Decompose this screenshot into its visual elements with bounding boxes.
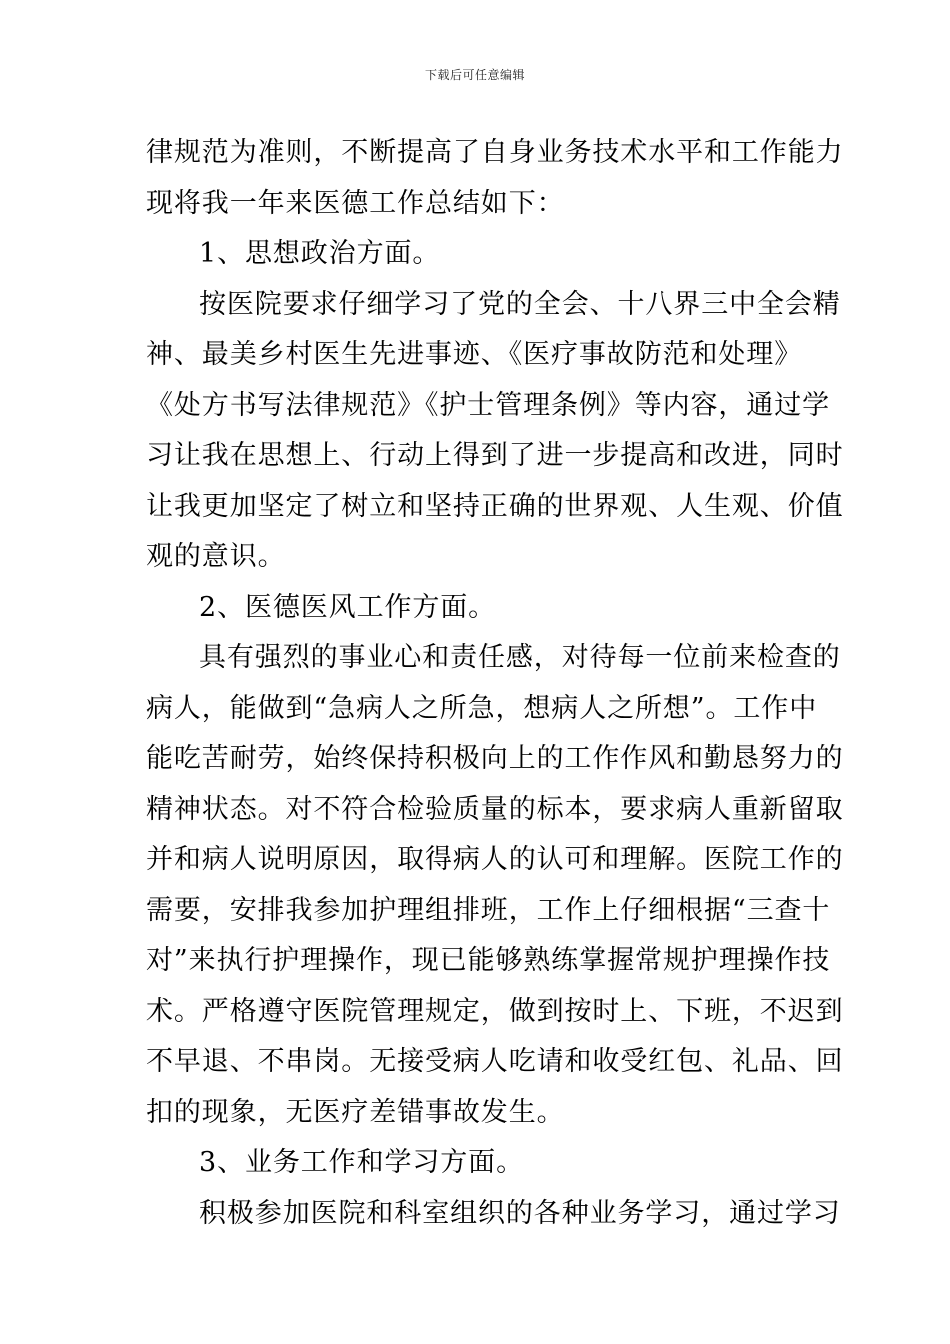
text-line: 并和病人说明原因，取得病人的认可和理解。医院工作的 <box>146 844 844 875</box>
text-line: 1、思想政治方面。 <box>199 238 441 269</box>
text-line: 具有强烈的事业心和责任感，对待每一位前来检查的 <box>199 642 841 673</box>
page-header: 下载后可任意编辑 <box>424 68 525 82</box>
text-line: 精神状态。对不符合检验质量的标本，要求病人重新留取 <box>146 793 844 825</box>
text-line: 能吃苦耐劳，始终保持积极向上的工作作风和勤恳努力的 <box>146 743 844 774</box>
text-line: 《处方书写法律规范》《护士管理条例》等内容，通过学 <box>146 389 830 421</box>
text-line: 现将我一年来医德工作总结如下： <box>146 187 565 219</box>
text-line: 3、业务工作和学习方面。 <box>199 1147 524 1178</box>
text-line: 对”来执行护理操作，现已能够熟练掌握常规护理操作技 <box>146 945 831 976</box>
text-line: 按医院要求仔细学习了党的全会、十八界三中全会精 <box>199 288 841 320</box>
text-line: 观的意识。 <box>146 541 286 572</box>
document-body <box>146 128 844 1239</box>
text-line: 律规范为准则，不断提高了自身业务技术水平和工作能力 <box>146 137 844 168</box>
text-line: 术。严格遵守医院管理规定，做到按时上、下班，不迟到 <box>146 995 844 1027</box>
text-line: 习让我在思想上、行动上得到了进一步提高和改进，同时 <box>146 440 844 471</box>
text-line: 扣的现象，无医疗差错事故发生。 <box>146 1096 565 1128</box>
text-line: 积极参加医院和科室组织的各种业务学习，通过学习 <box>199 1197 841 1229</box>
text-line: 不早退、不串岗。无接受病人吃请和收受红包、礼品、回 <box>146 1046 844 1077</box>
text-line: 需要，安排我参加护理组排班，工作上仔细根据“三查十 <box>146 894 831 926</box>
text-line: 神、最美乡村医生先进事迹、《医疗事故防范和处理》 <box>146 339 803 370</box>
text-line: 让我更加坚定了树立和坚持正确的世界观、人生观、价值 <box>146 490 844 522</box>
text-line: 2、医德医风工作方面。 <box>199 591 497 623</box>
text-line: 病人，能做到“急病人之所急，想病人之所想”。工作中 <box>146 692 818 724</box>
